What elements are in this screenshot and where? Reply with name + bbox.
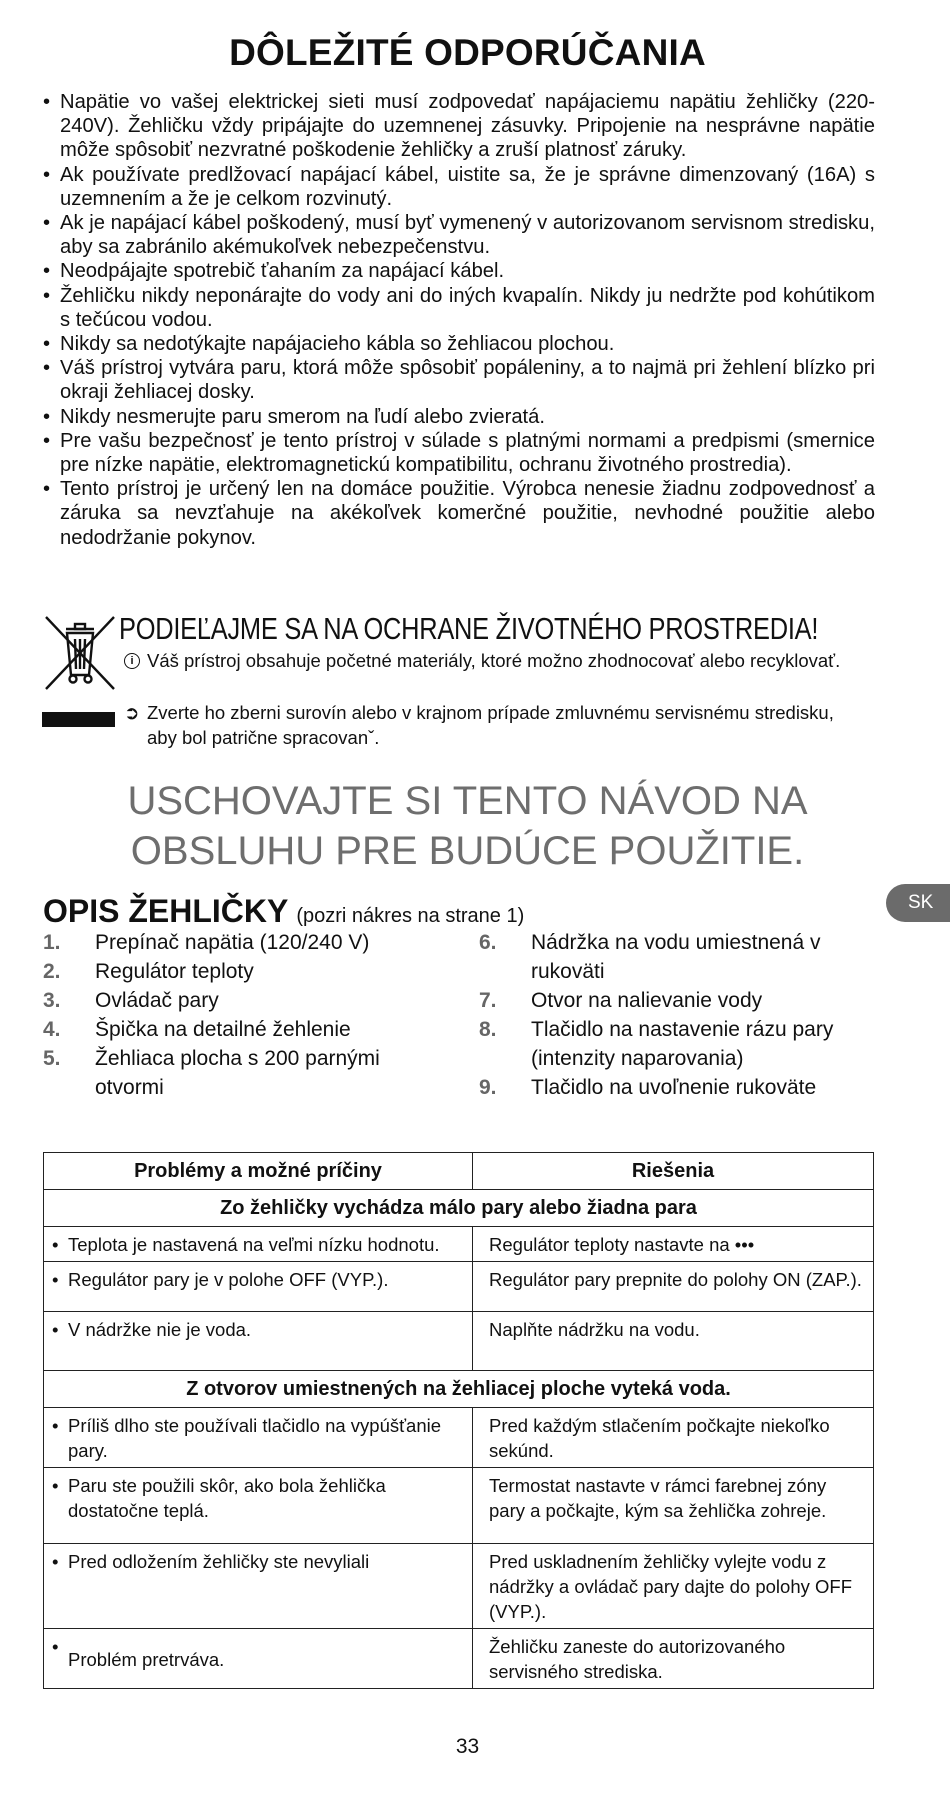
eco-recycle-text: Zverte ho zberni surovín alebo v krajnom prípade zmluvnému servisnému stredisku, aby bol patrične spracovanˇ. xyxy=(147,702,834,748)
solution-cell: Pred uskladnením žehličky vylejte vodu z nádržky a ovládač pary dajte do polohy OFF (VYP.). xyxy=(473,1544,874,1629)
part-number: 5. xyxy=(43,1047,61,1070)
part-label: Regulátor teploty xyxy=(95,960,254,983)
info-icon: i xyxy=(124,653,140,669)
table-row xyxy=(44,1262,874,1312)
problem-cell: • Regulátor pary je v polohe OFF (VYP.). xyxy=(44,1262,473,1312)
section-heading: Zo žehličky vychádza málo pary alebo žiadna para xyxy=(44,1190,874,1227)
crossed-out-bin-icon xyxy=(42,613,118,693)
warning-item: • Tento prístroj je určený len na domáce použitie. Výrobca nenesie žiadnu zodpovednosť a záruka sa nevzťahuje na akékoľvek komerčné použitie, nevhodné použitie alebo nedodržanie pokynov. xyxy=(43,477,875,550)
table-header-row xyxy=(44,1153,874,1190)
separate-collection-bar xyxy=(42,712,115,727)
part-label: Žehliaca plocha s 200 parnými otvormi xyxy=(95,1047,380,1099)
warning-item: • Žehličku nikdy neponárajte do vody ani do iných kvapalín. Nikdy ju nedržte pod kohútikom s tečúcou vodou. xyxy=(43,284,875,332)
warning-item: • Napätie vo vašej elektrickej sieti musí zodpovedať napájaciemu napätiu žehličky (220-240V). Žehličku vždy pripájajte do uzemnenej zásuvky. Pripojenie na nesprávne napätie môže spôsobiť nezvratné poškodenie žehličky a zruší platnosť záruky. xyxy=(43,90,875,163)
keep-manual-notice xyxy=(0,776,935,876)
section-heading: Z otvorov umiestnených na žehliacej ploche vyteká voda. xyxy=(44,1371,874,1408)
eco-recycle-line xyxy=(124,700,844,750)
column-header-problems: Problémy a možné príčiny xyxy=(44,1153,473,1190)
warning-item: • Nikdy nesmerujte paru smerom na ľudí alebo zvieratá. xyxy=(43,405,875,429)
part-label: Tlačidlo na nastavenie rázu pary (intenzity naparovania) xyxy=(531,1018,834,1070)
problem-cell: • Pred odložením žehličky ste nevyliali xyxy=(44,1544,473,1629)
warning-item: • Ak používate predlžovací napájací kábel, uistite sa, že je správne dimenzovaný (16A) s uzemnením a že je celkom rozvinutý. xyxy=(43,163,875,211)
part-label: Prepínač napätia (120/240 V) xyxy=(95,931,370,954)
part-item xyxy=(479,1073,889,1102)
problem-cell: • Problém pretrváva. xyxy=(44,1629,473,1689)
eco-info-text: Váš prístroj obsahuje početné materiály, ktoré možno zhodnocovať alebo recyklovať. xyxy=(147,650,841,671)
part-number: 3. xyxy=(43,989,61,1012)
part-label: Špička na detailné žehlenie xyxy=(95,1018,351,1041)
warnings-list xyxy=(43,90,875,550)
table-row xyxy=(44,1227,874,1262)
parts-title: OPIS ŽEHLIČKY xyxy=(43,893,289,929)
table-section-row xyxy=(44,1190,874,1227)
part-label: Otvor na nalievanie vody xyxy=(531,989,763,1012)
solution-cell: Žehličku zaneste do autorizovaného servisného strediska. xyxy=(473,1629,874,1689)
warning-item: • Ak je napájací kábel poškodený, musí byť vymenený v autorizovanom servisnom stredisku, aby sa zabránilo akémukoľvek nebezpečenstvu. xyxy=(43,211,875,259)
solution-cell: Regulátor pary prepnite do polohy ON (ZAP.). xyxy=(473,1262,874,1312)
part-item xyxy=(43,986,423,1015)
solution-cell: Pred každým stlačením počkajte niekoľko sekúnd. xyxy=(473,1408,874,1468)
eco-info-line xyxy=(124,648,844,673)
language-tab: SK xyxy=(886,884,950,922)
solution-cell: Termostat nastavte v rámci farebnej zóny pary a počkajte, kým sa žehlička zohreje. xyxy=(473,1468,874,1544)
table-row xyxy=(44,1629,874,1689)
column-header-solutions: Riešenia xyxy=(473,1153,874,1190)
troubleshooting-table xyxy=(43,1152,874,1689)
problem-cell: • V nádržke nie je voda. xyxy=(44,1312,473,1371)
part-number: 4. xyxy=(43,1018,61,1041)
solution-cell: Regulátor teploty nastavte na ••• xyxy=(473,1227,874,1262)
parts-list-left xyxy=(43,928,423,1102)
warning-item: • Pre vašu bezpečnosť je tento prístroj v súlade s platnými normami a predpismi (smernice pre nízke napätie, elektromagnetickú kompatibilitu, ochranu životného prostredia). xyxy=(43,429,875,477)
part-item xyxy=(479,1015,889,1073)
part-number: 7. xyxy=(479,989,497,1012)
part-number: 6. xyxy=(479,931,497,954)
part-number: 1. xyxy=(43,931,61,954)
table-row xyxy=(44,1408,874,1468)
part-item xyxy=(479,928,889,986)
part-number: 8. xyxy=(479,1018,497,1041)
keep-notice-line: USCHOVAJTE SI TENTO NÁVOD NA xyxy=(127,779,808,823)
problem-cell: • Príliš dlho ste používali tlačidlo na vypúšťanie pary. xyxy=(44,1408,473,1468)
part-item xyxy=(43,1015,423,1044)
page-title: DÔLEŽITÉ ODPORÚČANIA xyxy=(229,32,706,73)
parts-list-right xyxy=(479,928,889,1102)
warning-item: • Nikdy sa nedotýkajte napájacieho kábla so žehliacou plochou. xyxy=(43,332,875,356)
part-item xyxy=(43,957,423,986)
keep-notice-line: OBSLUHU PRE BUDÚCE POUŽITIE. xyxy=(130,829,805,873)
problem-cell: • Paru ste použili skôr, ako bola žehlička dostatočne teplá. xyxy=(44,1468,473,1544)
parts-heading xyxy=(43,893,524,930)
part-label: Tlačidlo na uvoľnenie rukoväte xyxy=(531,1076,817,1099)
part-label: Nádržka na vodu umiestnená v rukoväti xyxy=(531,931,821,983)
warning-item: • Váš prístroj vytvára paru, ktorá môže spôsobiť popáleniny, a to najmä pri žehlení blízko pri okraji žehliacej dosky. xyxy=(43,356,875,404)
part-item xyxy=(479,986,889,1015)
warning-item: • Neodpájajte spotrebič ťahaním za napájací kábel. xyxy=(43,259,875,283)
part-label: Ovládač pary xyxy=(95,989,219,1012)
page-number: 33 xyxy=(455,1735,480,1758)
part-item xyxy=(43,1044,423,1102)
parts-subtitle: (pozri nákres na strane 1) xyxy=(296,905,525,927)
eco-title: PODIEĽAJME SA NA OCHRANE ŽIVOTNÉHO PROSTREDIA! xyxy=(119,611,819,646)
table-row xyxy=(44,1544,874,1629)
table-row xyxy=(44,1468,874,1544)
part-number: 2. xyxy=(43,960,61,983)
solution-cell: Naplňte nádržku na vodu. xyxy=(473,1312,874,1371)
table-row xyxy=(44,1312,874,1371)
problem-cell: • Teplota je nastavená na veľmi nízku hodnotu. xyxy=(44,1227,473,1262)
table-section-row xyxy=(44,1371,874,1408)
arrow-icon: ➲ xyxy=(124,702,140,723)
part-item xyxy=(43,928,423,957)
part-number: 9. xyxy=(479,1076,497,1099)
